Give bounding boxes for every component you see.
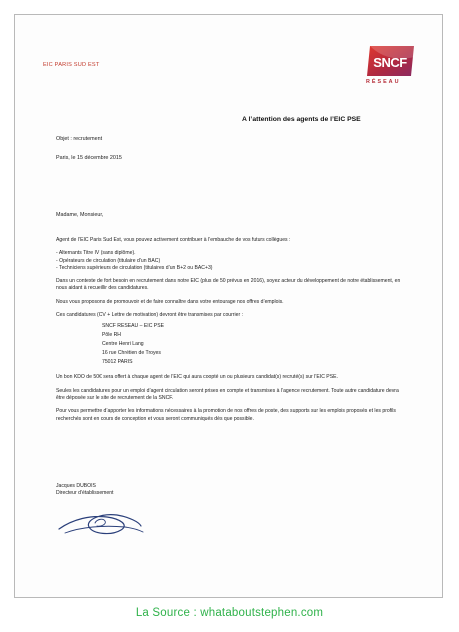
salutation: Madame, Monsieur, [56,212,104,218]
address-line: Centre Henri Lang [102,341,144,348]
job-list-item: - Alternants Titre IV (sans diplôme). [56,250,136,257]
letter-date: Paris, le 15 décembre 2015 [56,155,122,161]
logo-subtitle: RÉSEAU [366,79,401,85]
sender-name: EIC PARIS SUD EST [43,62,100,68]
address-line: Pôle RH [102,332,121,339]
letter-page [14,14,443,598]
sncf-reseau-logo [362,44,420,94]
intro-paragraph: Agent de l’EIC Paris Sud Est, vous pouvez activement contribuer à l’embauche de vos futurs collègues : [56,237,291,243]
handwritten-signature [55,505,147,539]
sncf-logo-mark [364,44,418,78]
address-line: 75012 PARIS [102,359,133,366]
job-list-item: - Techniciens supérieurs de circulation (titulaires d’un B+2 ou BAC+3) [56,264,213,271]
sender-block [43,62,99,68]
bonus-paragraph: Un bon KDO de 50€ sera offert à chaque agent de l’EIC qui aura coopté un ou plusieurs candidat(s) recruté(s) sur l’EIC PSE. [56,374,338,381]
mailing-address [102,322,406,367]
addressee-line: A l’attention des agents de l’EIC PSE [242,116,361,123]
signer-name: Jacques DUBOIS [56,483,96,489]
promote-paragraph: Nous vous proposons de promouvoir et de faire connaître dans votre entourage nos offres d’emplois. [56,298,284,305]
context-paragraph: Dans un contexte de fort besoin en recrutement dans notre EIC (plus de 50 prévus en 2016), soyez acteur du développement de notre établissement, en nous aidant à recueillir des candidatures. [56,278,401,292]
job-list-item: - Opérateurs de circulation (titulaire d’un BAC) [56,257,161,264]
letter-body [56,237,406,429]
source-caption: La Source : whataboutstephen.com [135,607,324,619]
selection-paragraph: Seules les candidatures pour un emploi d’agent circulation seront prises en compte et transmises à l’agence recrutement. Toute autre candidature devra être déposée sur le site de recrutement de la SNCF. [56,387,399,401]
signer-block [56,483,113,498]
address-line: 16 rue Chrétien de Troyes [102,350,161,357]
send-paragraph: Ces candidatures (CV + Lettre de motivation) devront être transmises par courrier : [56,312,243,319]
job-list [56,250,406,272]
subject-line: Objet : recrutement [56,136,103,142]
signer-title: Directeur d’établissement [56,490,114,497]
info-paragraph: Pour vous permettre d’apporter les informations nécessaires à la promotion de nos offres de poste, des supports sur les emplois proposés et les profils recherchés sont en cours de conception et vous seront communiqués dès que possible. [56,408,396,422]
logo-wordmark: SNCF [373,55,407,70]
address-line: SNCF RESEAU – EIC PSE [102,323,164,330]
